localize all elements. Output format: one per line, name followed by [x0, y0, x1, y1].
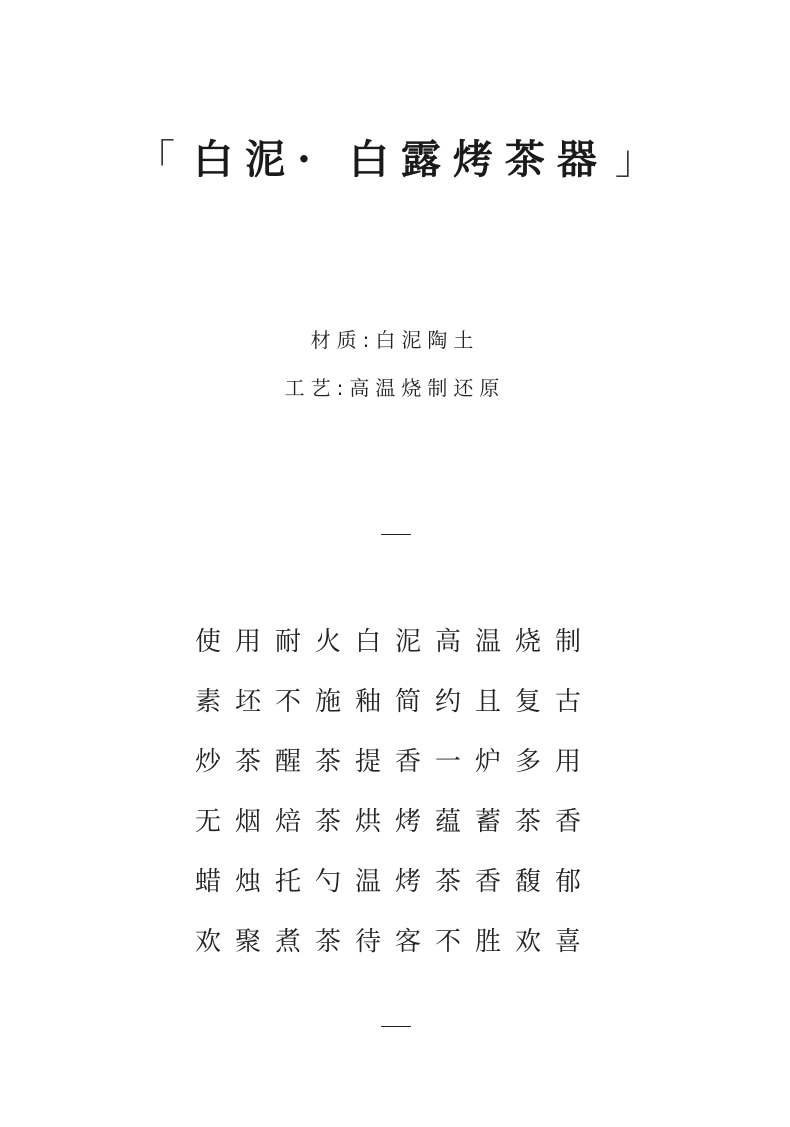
poem-line: 炒茶醒茶提香一炉多用 — [195, 747, 596, 777]
poem-line: 素坯不施釉简约且复古 — [195, 687, 596, 717]
poem-line: 欢聚煮茶待客不胜欢喜 — [195, 927, 596, 957]
craft-spec: 工艺:高温烧制还原 — [284, 376, 506, 400]
poem-block — [195, 612, 615, 972]
product-title — [0, 136, 790, 183]
poem-line: 使用耐火白泥高温烧制 — [195, 627, 596, 657]
poem-line: 蜡烛托勺温烤茶香馥郁 — [195, 867, 596, 897]
poem-line: 无烟焙茶烘烤蕴蓄茶香 — [195, 807, 596, 837]
material-spec: 材质:白泥陶土 — [310, 328, 480, 352]
title-open-bracket: 「 — [135, 137, 176, 183]
divider-bottom — [381, 1026, 411, 1027]
title-close-bracket: 」 — [614, 137, 655, 183]
title-text: 白泥· 白露烤茶器 — [193, 136, 609, 183]
divider-top — [381, 534, 411, 535]
